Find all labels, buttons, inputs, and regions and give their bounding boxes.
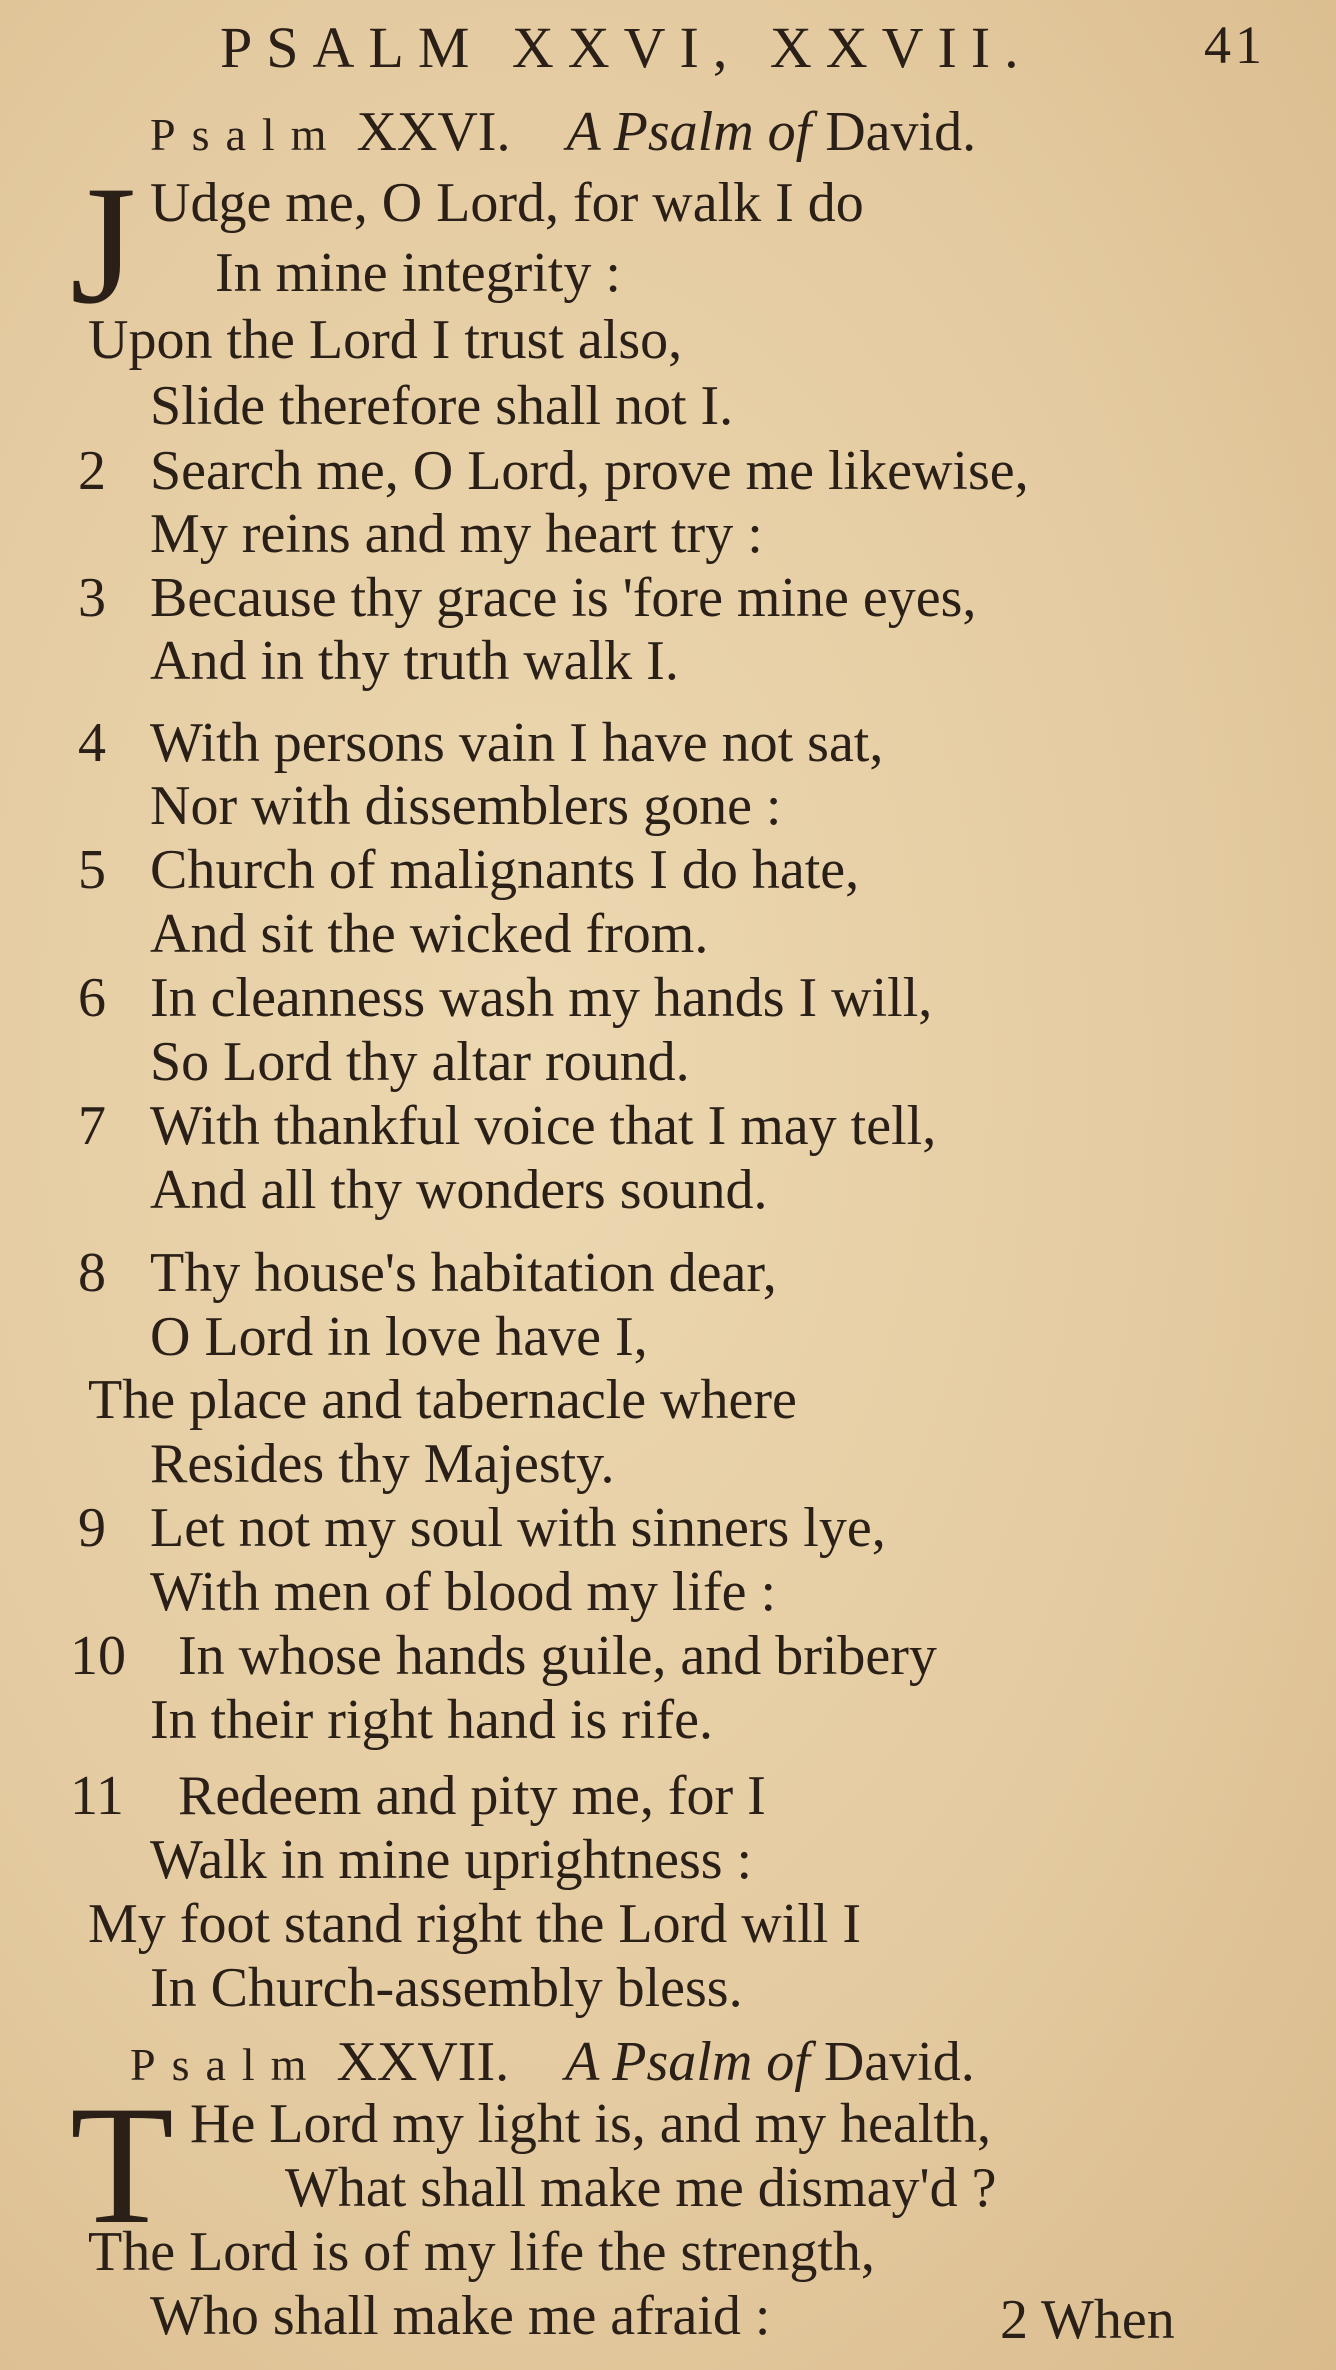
verse-line: And sit the wicked from. <box>150 903 709 965</box>
psalm-26-heading <box>150 100 976 164</box>
verse-line: Upon the Lord I trust also, <box>88 309 683 371</box>
verse-line: So Lord thy altar round. <box>150 1031 690 1093</box>
verse-line: The place and tabernacle where <box>88 1369 797 1431</box>
verse-line: My reins and my heart try : <box>150 503 763 565</box>
verse-line: Search me, O Lord, prove me likewise, <box>150 440 1029 502</box>
verse-number: 11 <box>70 1765 124 1827</box>
verse-number: 5 <box>78 839 106 901</box>
verse-line: With men of blood my life : <box>150 1561 777 1623</box>
heading-name: David. <box>823 2031 975 2093</box>
verse-number: 10 <box>70 1625 126 1687</box>
verse-number: 6 <box>78 967 106 1029</box>
verse-line: Let not my soul with sinners lye, <box>150 1497 886 1559</box>
verse-line: Resides thy Majesty. <box>150 1433 615 1495</box>
verse-line: Udge me, O Lord, for walk I do <box>150 172 864 234</box>
verse-number: 4 <box>78 712 106 774</box>
heading-italic: A Psalm of <box>566 101 812 163</box>
drop-cap: J <box>70 151 137 339</box>
verse-line: Walk in mine uprightness : <box>150 1829 753 1891</box>
heading-caps: Psalm <box>130 2039 323 2090</box>
verse-line: In mine integrity : <box>215 242 621 304</box>
verse-line: Redeem and pity me, for I <box>178 1765 766 1827</box>
verse-line: Thy house's habitation dear, <box>150 1242 777 1304</box>
heading-number: XXVI. <box>356 101 511 163</box>
heading-italic: A Psalm of <box>565 2031 810 2093</box>
verse-line: And in thy truth walk I. <box>150 630 679 692</box>
verse-line: Who shall make me afraid : <box>150 2285 771 2347</box>
verse-line: Because thy grace is 'fore mine eyes, <box>150 567 977 629</box>
running-title: PSALM XXVI, XXVII. <box>220 15 1033 80</box>
verse-line: In cleanness wash my hands I will, <box>150 967 933 1029</box>
verse-line: What shall make me dismay'd ? <box>285 2157 997 2219</box>
verse-line: Slide therefore shall not I. <box>150 375 734 437</box>
psalm-27-heading <box>130 2030 975 2094</box>
heading-caps: Psalm <box>150 109 343 160</box>
verse-number: 2 <box>78 440 106 502</box>
catchword: 2 When <box>1000 2289 1175 2351</box>
verse-line: My foot stand right the Lord will I <box>88 1893 862 1955</box>
heading-name: David. <box>825 101 977 163</box>
running-head <box>220 14 1296 84</box>
verse-line: Church of malignants I do hate, <box>150 839 860 901</box>
verse-line: And all thy wonders sound. <box>150 1159 768 1221</box>
verse-line: In Church-assembly bless. <box>150 1957 743 2019</box>
drop-cap: T <box>70 2071 174 2259</box>
heading-number: XXVII. <box>336 2031 510 2093</box>
verse-line: Nor with dissemblers gone : <box>150 775 782 837</box>
verse-line: O Lord in love have I, <box>150 1306 648 1368</box>
verse-number: 8 <box>78 1242 106 1304</box>
verse-line: In whose hands guile, and bribery <box>178 1625 937 1687</box>
verse-number: 7 <box>78 1095 106 1157</box>
verse-number: 3 <box>78 567 106 629</box>
verse-line: The Lord is of my life the strength, <box>88 2221 875 2283</box>
verse-number: 9 <box>78 1497 106 1559</box>
verse-line: With persons vain I have not sat, <box>150 712 884 774</box>
page-number: 41 <box>1204 15 1266 75</box>
verse-line: He Lord my light is, and my health, <box>190 2093 991 2155</box>
verse-line: With thankful voice that I may tell, <box>150 1095 937 1157</box>
verse-line: In their right hand is rife. <box>150 1689 713 1751</box>
